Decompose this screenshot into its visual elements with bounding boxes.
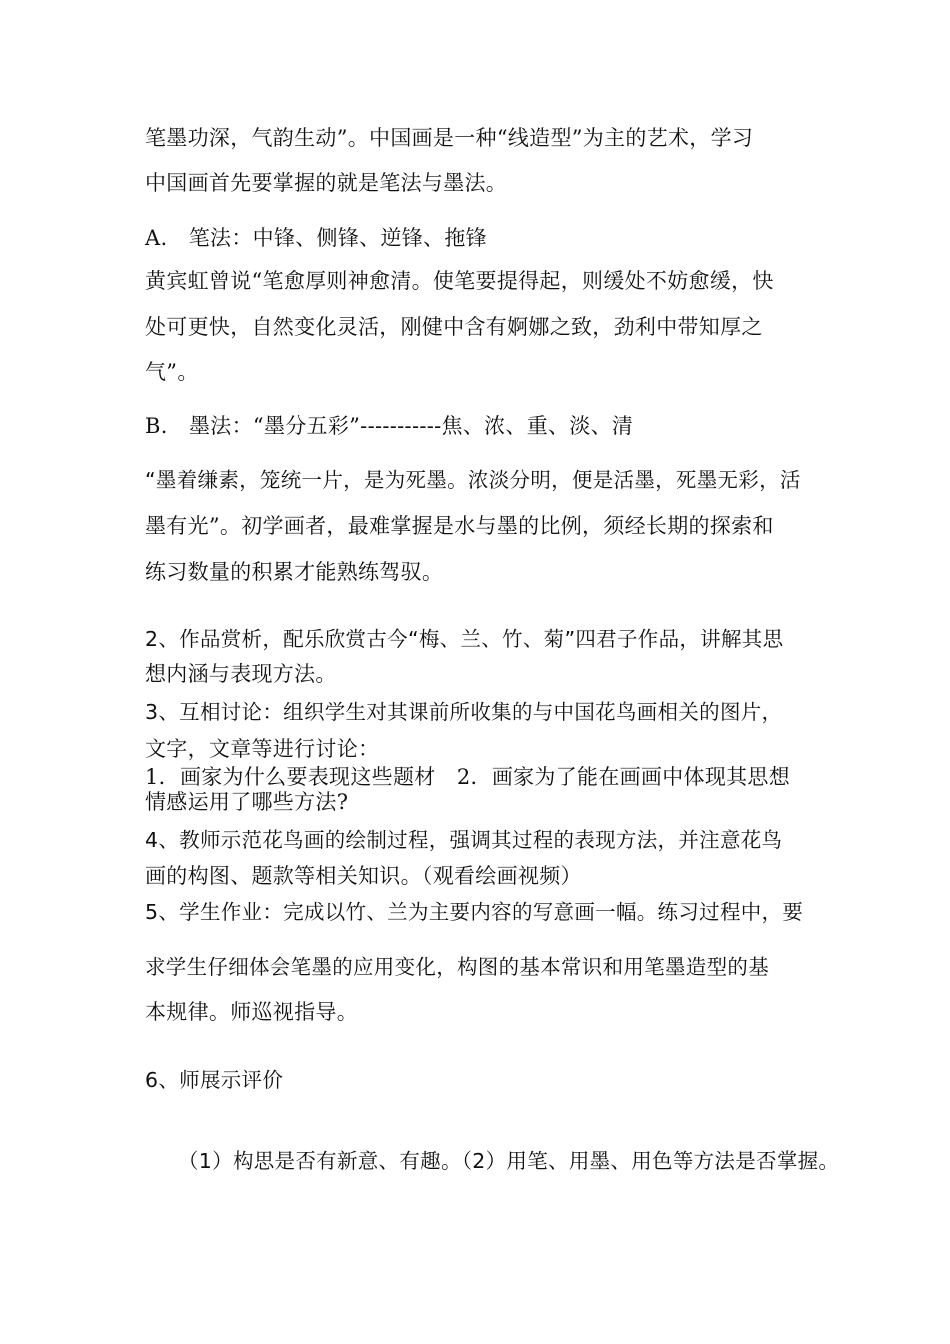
item5-line-2: 求学生仔细体会笔墨的应用变化，构图的基本常识和用笔墨造型的基 [145,955,769,979]
section-a-line-3: 气”。 [145,360,199,384]
item3-line-4: 情感运用了哪些方法? [145,790,349,814]
section-a-line-1: 黄宾虹曾说“笔愈厚则神愈清。使笔要提得起，则缓处不妨愈缓，快 [145,269,774,293]
item2-line-1: 2、作品赏析，配乐欣赏古今“梅、兰、竹、菊”四君子作品，讲解其思 [145,627,784,651]
section-b-heading: B. 墨法：“墨分五彩”-----------焦、浓、重、淡、清 [145,414,634,438]
item5-line-1: 5、学生作业：完成以竹、兰为主要内容的写意画一幅。练习过程中，要 [145,900,804,924]
item3-line-3: 1．画家为什么要表现这些题材 2．画家为了能在画画中体现其思想 [145,765,791,789]
section-b-line-3: 练习数量的积累才能熟练驾驭。 [145,560,444,584]
item4-line-2: 画的构图、题款等相关知识。（观看绘画视频） [145,864,582,888]
item5-line-3: 本规律。师巡视指导。 [145,1000,358,1024]
para1-line-1: 笔墨功深，气韵生动”。中国画是一种“线造型”为主的艺术，学习 [145,126,754,150]
item4-line-1: 4、教师示范花鸟画的绘制过程，强调其过程的表现方法，并注意花鸟 [145,828,783,852]
item2-line-2: 想内涵与表现方法。 [145,662,337,686]
para1-line-2: 中国画首先要掌握的就是笔法与墨法。 [145,171,508,195]
section-b-line-2: 墨有光”。初学画者，最难掌握是水与墨的比例，须经长期的探索和 [145,514,774,538]
section-a-heading: A. 笔法：中锋、侧锋、逆锋、拖锋 [145,226,487,250]
item3-line-2: 文字，文章等进行讨论： [145,737,380,761]
item3-line-1: 3、互相讨论：组织学生对其课前所收集的与中国花鸟画相关的图片， [145,700,783,724]
section-b-line-1: “墨着缣素，笼统一片，是为死墨。浓淡分明，便是活墨，死墨无彩，活 [145,468,801,492]
item6-line-1: （1）构思是否有新意、有趣。（2）用笔、用墨、用色等方法是否掌握。 [178,1149,840,1173]
item6-heading: 6、师展示评价 [145,1068,284,1092]
section-a-line-2: 处可更快，自然变化灵活，刚健中含有婀娜之致，劲利中带知厚之 [145,315,763,339]
